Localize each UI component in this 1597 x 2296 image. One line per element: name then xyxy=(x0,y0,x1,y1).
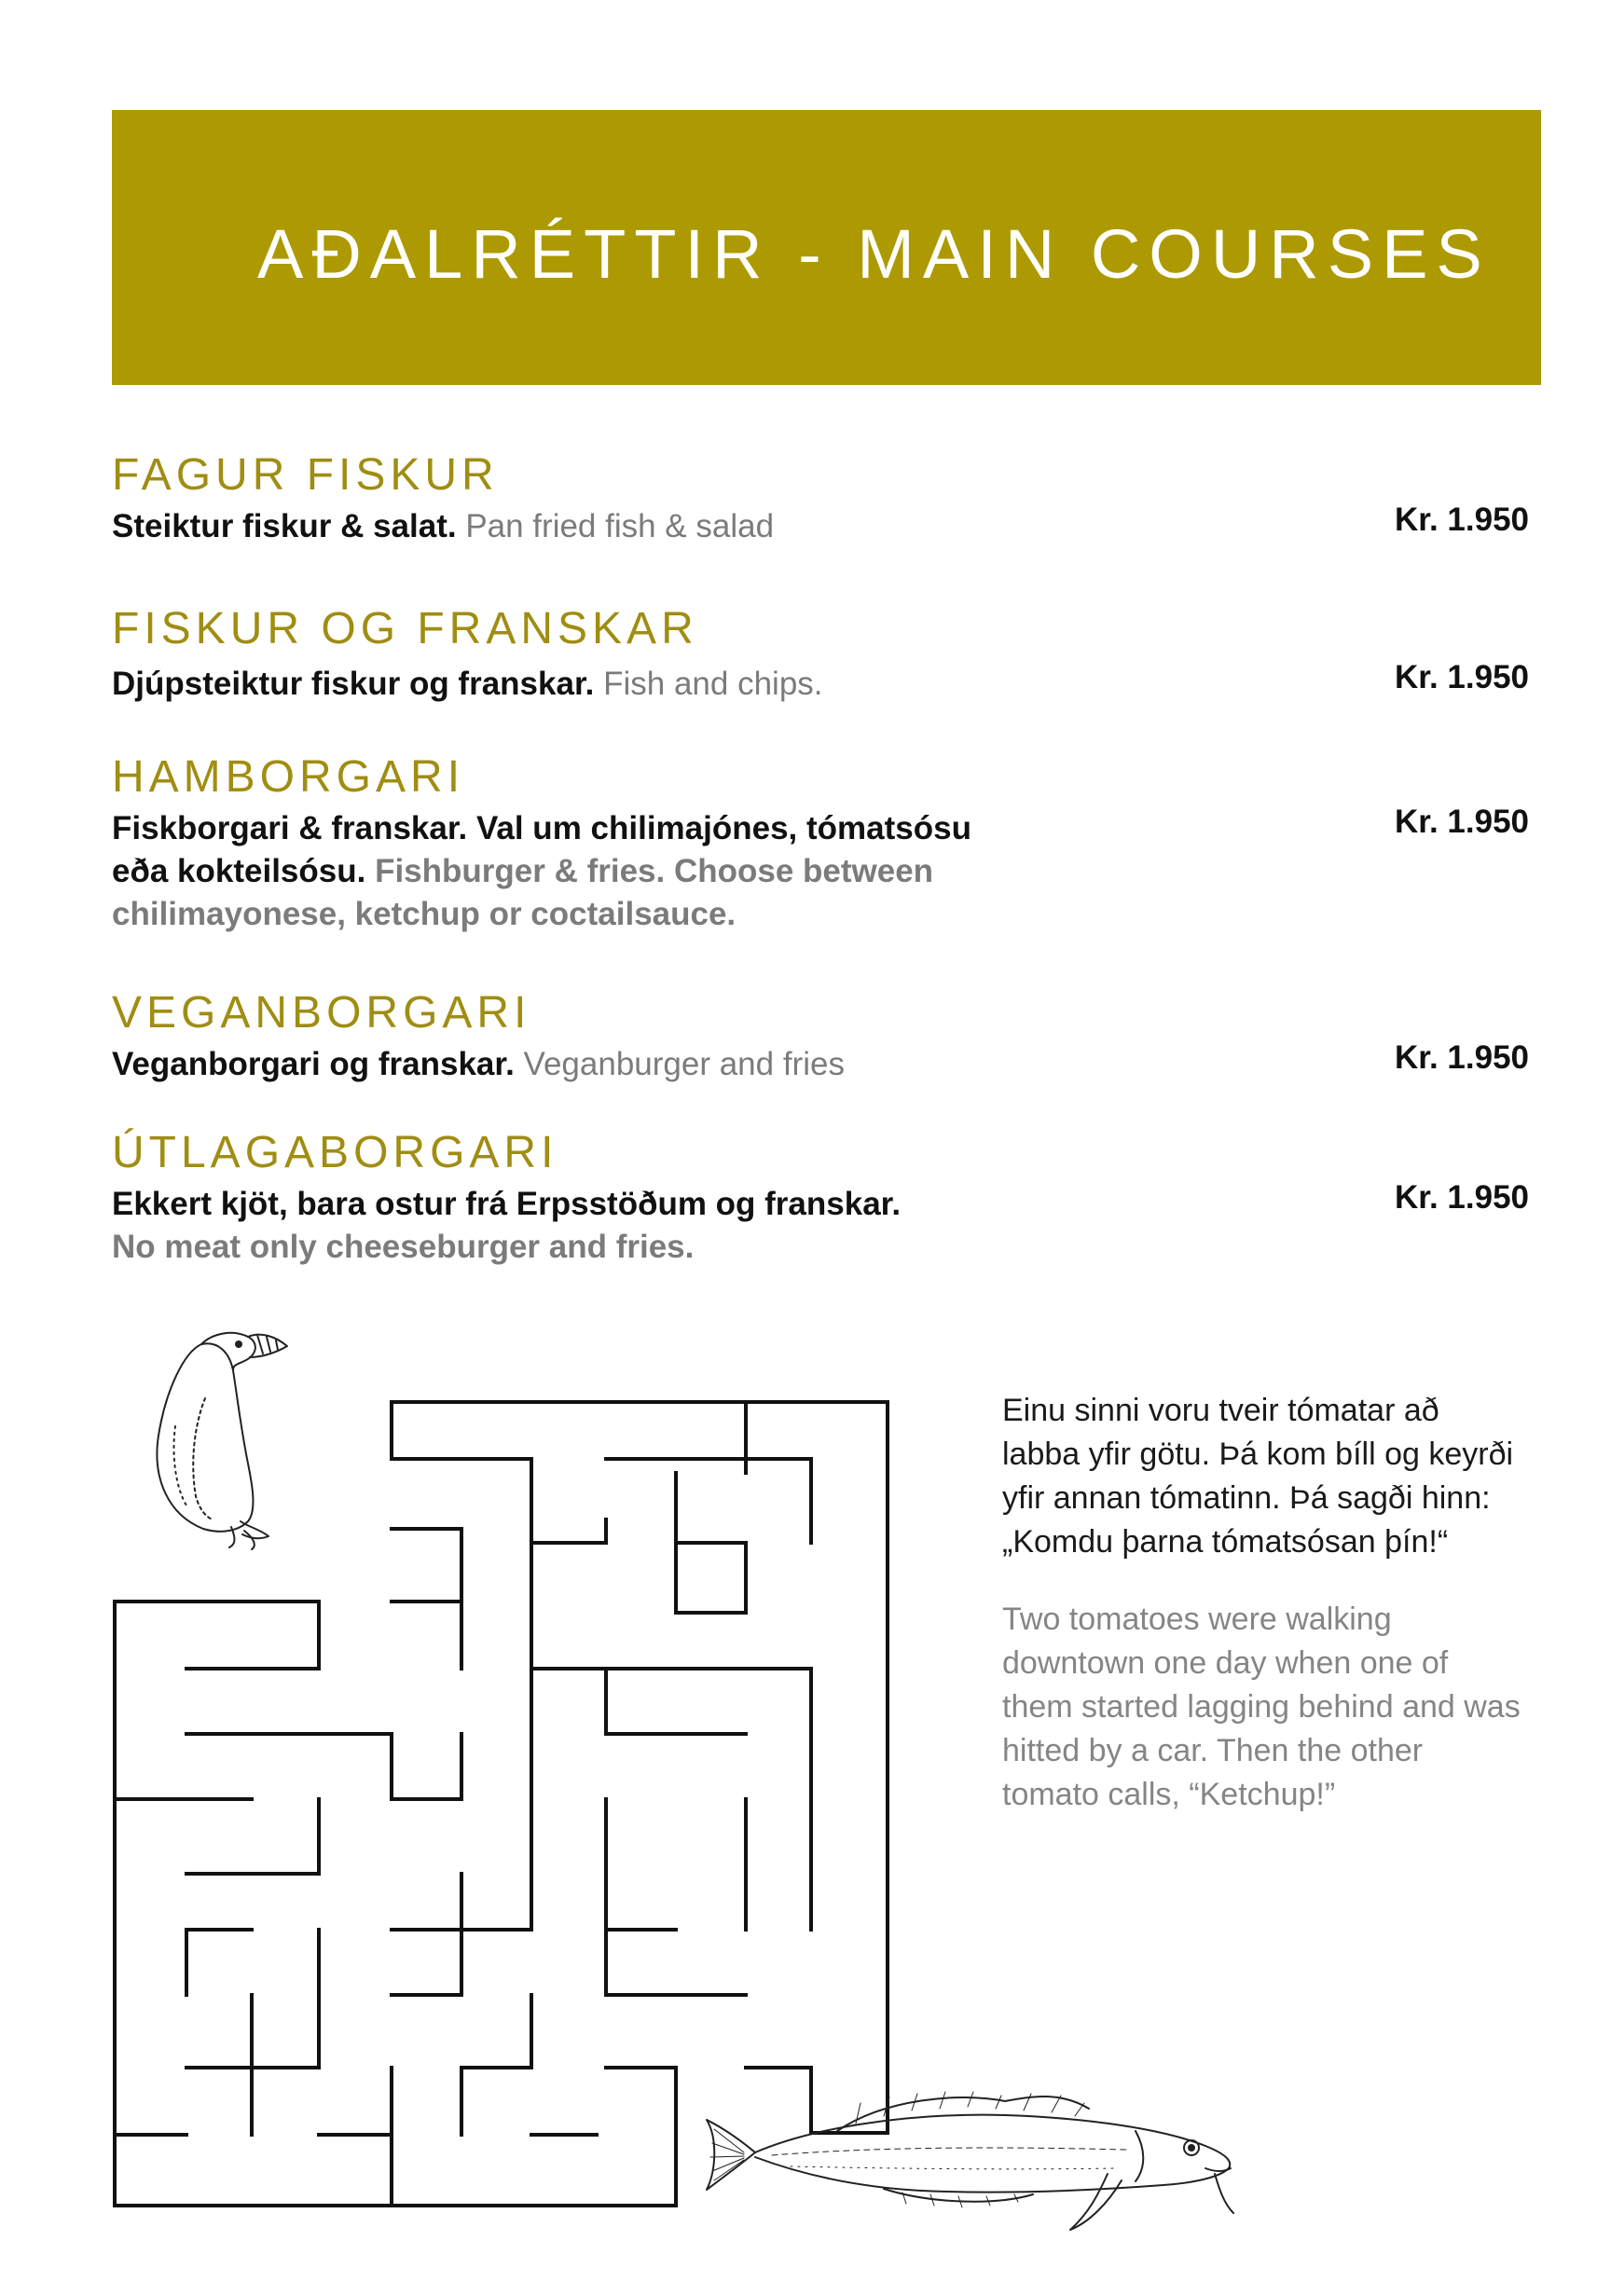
joke-icelandic: Einu sinni voru tveir tómatar að labba yfir götu. Þá kom bíll og keyrði yfir annan tómatinn. Þá sagði hinn: „Komdu þarna tómatsósan þín!“ xyxy=(1002,1393,1514,1560)
description-icelandic: Steiktur fiskur & salat. xyxy=(112,508,457,544)
menu-item-description xyxy=(112,1043,1044,1086)
menu-item-title: HAMBORGARI xyxy=(112,752,465,802)
menu-item-price: Kr. 1.950 xyxy=(1395,1179,1529,1216)
menu-item-title: VEGANBORGARI xyxy=(112,988,531,1038)
menu-item-description xyxy=(112,807,1026,936)
menu-item-description xyxy=(112,505,1044,548)
description-icelandic: Ekkert kjöt, bara ostur frá Erpsstöðum og franskar. xyxy=(112,1186,902,1222)
description-icelandic: Fiskborgari & franskar. Val um chilimajónes, tómatsósu eða kokteilsósu. xyxy=(112,810,971,889)
menu-item xyxy=(112,450,1529,548)
menu-item-title: FISKUR OG FRANSKAR xyxy=(112,604,698,653)
description-icelandic: Djúpsteiktur fiskur og franskar. xyxy=(112,666,595,702)
fish-illustration xyxy=(697,2064,1257,2250)
header-banner xyxy=(112,110,1541,385)
description-english: Fish and chips. xyxy=(603,666,823,702)
menu-item-description xyxy=(112,1183,1044,1269)
description-icelandic: Veganborgari og franskar. xyxy=(112,1046,515,1082)
menu-item-price: Kr. 1.950 xyxy=(1395,659,1529,695)
menu-item-title: FAGUR FISKUR xyxy=(112,450,499,500)
description-english: Fishburger & fries. Choose between chilimayonese, ketchup or coctailsauce. xyxy=(112,853,934,932)
menu-item xyxy=(112,604,1529,706)
description-english: Veganburger and fries xyxy=(523,1046,845,1082)
page-title: AÐALRÉTTIR - MAIN COURSES xyxy=(257,215,1491,293)
menu-item xyxy=(112,752,1529,936)
description-english: No meat only cheeseburger and fries. xyxy=(112,1229,695,1265)
menu-item-price: Kr. 1.950 xyxy=(1395,502,1529,538)
joke-text xyxy=(1002,1389,1524,1817)
menu-item-price: Kr. 1.950 xyxy=(1395,1039,1529,1076)
menu-item-price: Kr. 1.950 xyxy=(1395,804,1529,840)
menu-item-title: ÚTLAGABORGARI xyxy=(112,1128,558,1177)
joke-english: Two tomatoes were walking downtown one day when one of them started lagging behind and was hitted by a car. Then the other tomato calls, “Ketchup!” xyxy=(1002,1602,1521,1812)
description-english: Pan fried fish & salad xyxy=(465,508,775,544)
menu-item xyxy=(112,1128,1529,1269)
menu-item xyxy=(112,988,1529,1086)
menu-item-description xyxy=(112,663,1044,706)
